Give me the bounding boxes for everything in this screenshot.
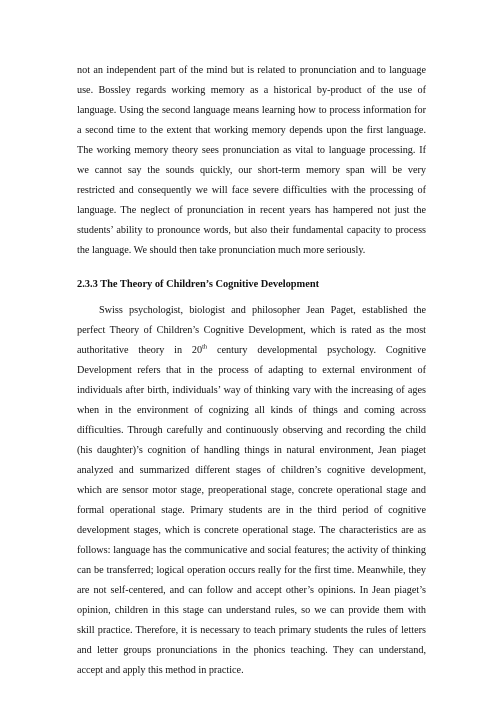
- paragraph-text-start: Swiss psychologist, biologist and philosopher Jean Paget, established the perfect Theory of Children’s Cognitive Development, which is rated as the most authoritative theory in 20: [77, 305, 426, 356]
- body-paragraph-continued: not an independent part of the mind but is related to pronunciation and to language use. Bossley regards working memory as a historical by-product of the use of language. Using the second language means learning how to process information for a second time to the extent that working memory depends upon the first language. The working memory theory sees pronunciation as vital to language processing. If we cannot say the sounds quickly, our short-term memory span will be very restricted and consequently we will face severe difficulties with the processing of language. The neglect of pronunciation in recent years has hampered not just the students’ ability to pronounce words, but also their fundamental capacity to process the language. We should then take pronunciation much more seriously.: [77, 65, 426, 256]
- body-paragraph-piaget: [77, 301, 426, 681]
- ordinal-superscript: th: [202, 343, 208, 351]
- section-heading: 2.3.3 The Theory of Children’s Cognitive Development: [77, 279, 320, 290]
- document-page: [77, 61, 426, 681]
- paragraph-text-rest: century developmental psychology. Cognitive Development refers that in the process of adapting to external environment of individuals after birth, individuals’ way of thinking vary with the increasing of ages when in the environment of cognizing all kinds of things and coming across difficulties. Through carefully and continuously observing and recording the child (his daughter)’s cognition of handling things in natural environment, Jean piaget analyzed and summarized different stages of children’s cognitive development, which are sensor motor stage, preoperational stage, concrete operational stage and formal operational stage. Primary students are in the third period of cognitive development stages, which is concrete operational stage. The characteristics are as follows: language has the communicative and social features; the activity of thinking can be transferred; logical operation occurs really for the first time. Meanwhile, they are not self-centered, and can follow and accept other’s opinions. In Jean piaget’s opinion, children in this stage can understand rules, so we can provide them with skill practice. Therefore, it is necessary to teach primary students the rules of letters and letter groups pronunciations in the phonics teaching. They can understand, accept and apply this method in practice.: [77, 345, 427, 676]
